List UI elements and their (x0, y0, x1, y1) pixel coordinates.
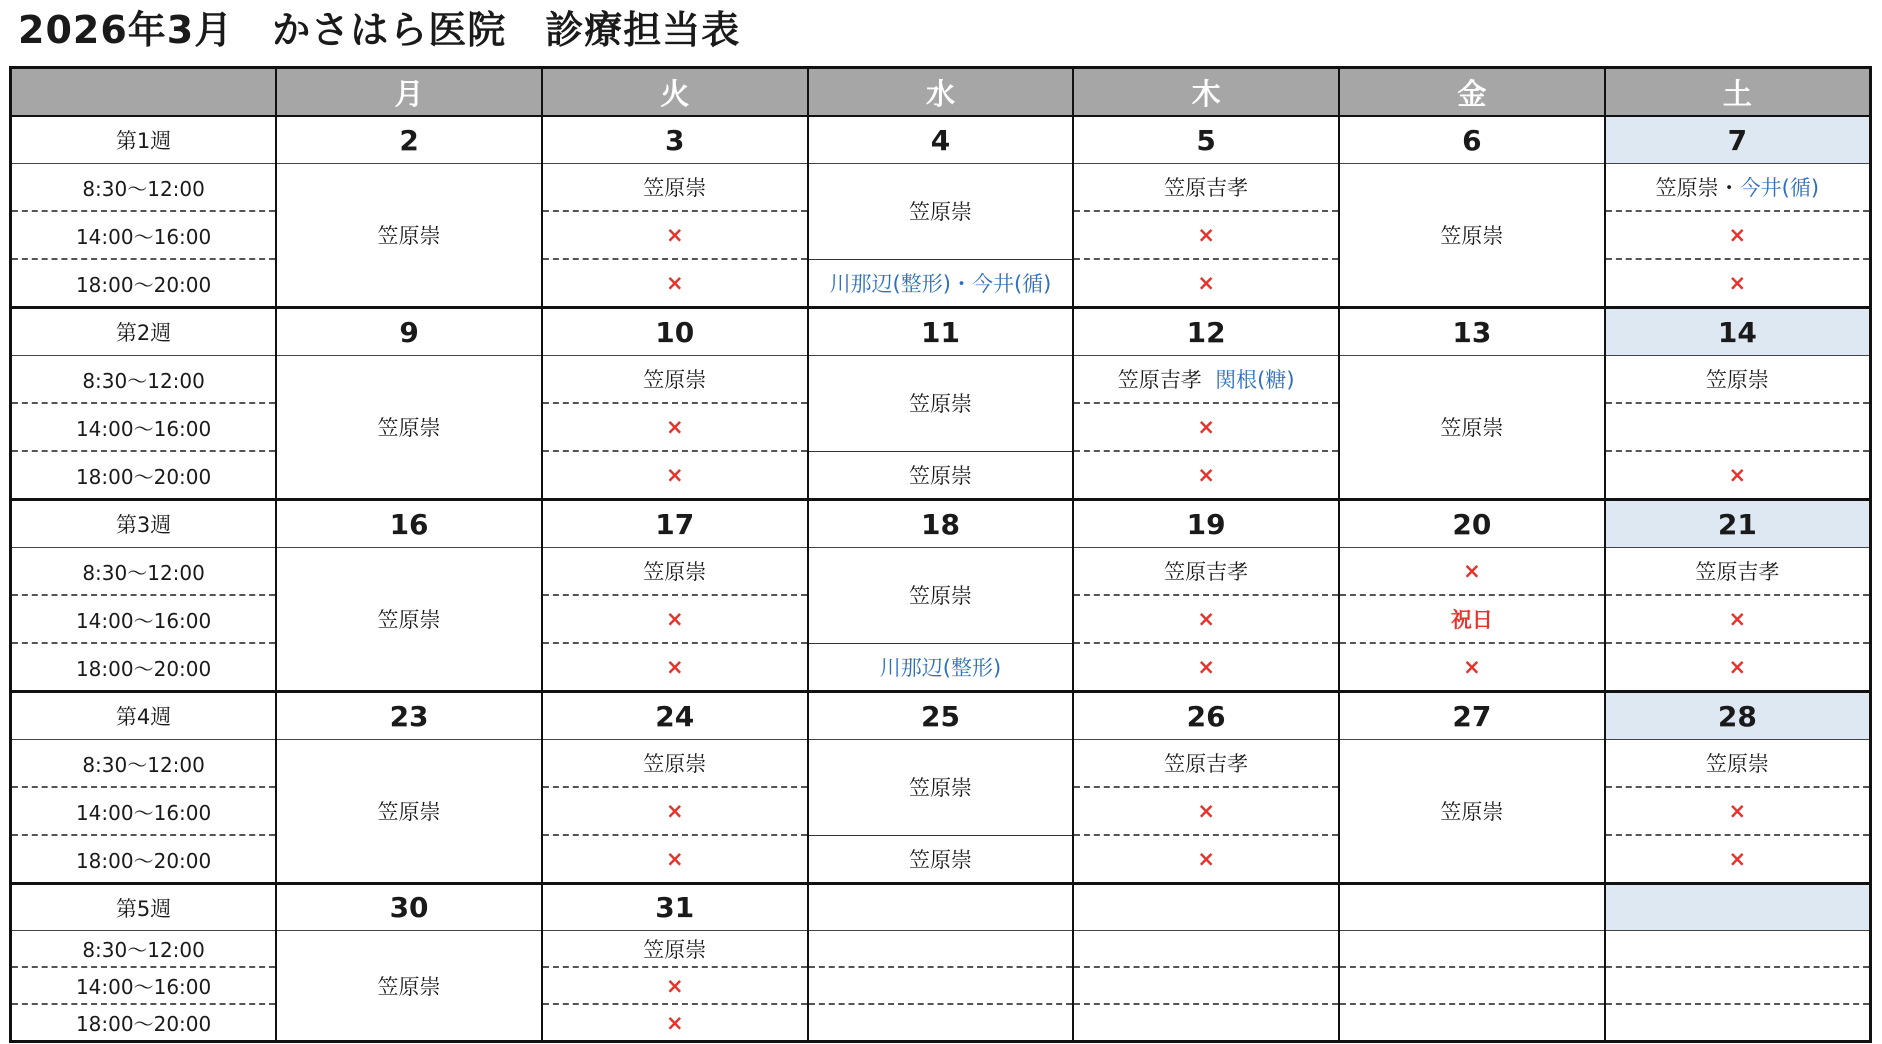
week1-morning-row (11, 164, 1871, 212)
wed-day: 笠原崇 (808, 164, 1074, 260)
closed-mark: × (542, 211, 808, 259)
closed-mark: × (1073, 835, 1339, 884)
date-number: 23 (276, 692, 542, 740)
page-title: 2026年3月 かさはら医院 診療担当表 (18, 8, 741, 52)
time-slot-afternoon: 14:00〜16:00 (11, 967, 277, 1004)
tue-morning: 笠原崇 (542, 740, 808, 788)
closed-mark: × (1339, 548, 1605, 596)
closed-mark: × (1073, 595, 1339, 643)
wed-evening-doctor: 笠原崇 (808, 835, 1074, 884)
sat-morning (1605, 164, 1871, 212)
time-slot-evening: 18:00〜20:00 (11, 451, 277, 500)
date-number: 31 (542, 884, 808, 931)
mon-doctor: 笠原崇 (276, 356, 542, 500)
date-number: 18 (808, 500, 1074, 548)
week5-date-row (11, 884, 1871, 931)
weekday-thu: 木 (1073, 68, 1339, 117)
wed-evening-doctor: 笠原崇 (808, 451, 1074, 500)
holiday-label: 祝日 (1339, 595, 1605, 643)
closed-mark: × (1073, 403, 1339, 451)
thu-morning-doctor: 笠原吉孝 (1117, 368, 1202, 392)
empty-cell (1073, 931, 1339, 968)
week4-date-row (11, 692, 1871, 740)
closed-mark: × (542, 403, 808, 451)
tue-morning: 笠原崇 (542, 356, 808, 404)
thu-morning (1073, 356, 1339, 404)
header-corner (11, 68, 277, 117)
time-slot-morning: 8:30〜12:00 (11, 548, 277, 596)
empty-cell (808, 967, 1074, 1004)
closed-mark: × (542, 967, 808, 1004)
empty-cell (1339, 967, 1605, 1004)
empty-cell (1605, 931, 1871, 968)
sat-morning: 笠原崇 (1605, 740, 1871, 788)
date-number: 9 (276, 308, 542, 356)
week-label: 第4週 (11, 692, 277, 740)
time-slot-morning: 8:30〜12:00 (11, 164, 277, 212)
closed-mark: × (1073, 211, 1339, 259)
mon-doctor: 笠原崇 (276, 931, 542, 1042)
weekday-header-row (11, 68, 1871, 117)
week2-date-row (11, 308, 1871, 356)
date-number: 24 (542, 692, 808, 740)
date-number: 10 (542, 308, 808, 356)
date-number: 13 (1339, 308, 1605, 356)
empty-cell (1073, 1004, 1339, 1042)
time-slot-afternoon: 14:00〜16:00 (11, 595, 277, 643)
date-number: 16 (276, 500, 542, 548)
week1-date-row (11, 116, 1871, 164)
fri-doctor: 笠原崇 (1339, 740, 1605, 884)
closed-mark: × (1073, 451, 1339, 500)
closed-mark: × (542, 643, 808, 692)
empty-date-cell (808, 884, 1074, 931)
date-number: 5 (1073, 116, 1339, 164)
sat-morning-specialist: 今井(循) (1739, 176, 1820, 200)
time-slot-morning: 8:30〜12:00 (11, 931, 277, 968)
time-slot-evening: 18:00〜20:00 (11, 1004, 277, 1042)
empty-cell (1605, 1004, 1871, 1042)
closed-mark: × (542, 259, 808, 308)
sat-morning: 笠原崇 (1605, 356, 1871, 404)
closed-mark: × (1605, 595, 1871, 643)
closed-mark: × (1073, 259, 1339, 308)
closed-mark: × (1605, 211, 1871, 259)
closed-mark: × (1605, 451, 1871, 500)
fri-doctor: 笠原崇 (1339, 164, 1605, 308)
date-number: 17 (542, 500, 808, 548)
tue-morning: 笠原崇 (542, 931, 808, 968)
weekday-wed: 水 (808, 68, 1074, 117)
empty-date-cell (1073, 884, 1339, 931)
wed-day: 笠原崇 (808, 740, 1074, 836)
closed-mark: × (542, 787, 808, 835)
closed-mark: × (1605, 259, 1871, 308)
mon-doctor: 笠原崇 (276, 740, 542, 884)
time-slot-evening: 18:00〜20:00 (11, 259, 277, 308)
time-slot-afternoon: 14:00〜16:00 (11, 403, 277, 451)
mon-doctor: 笠原崇 (276, 164, 542, 308)
week-label: 第5週 (11, 884, 277, 931)
week3-date-row (11, 500, 1871, 548)
empty-cell (1605, 967, 1871, 1004)
thu-morning: 笠原吉孝 (1073, 740, 1339, 788)
closed-mark: × (1605, 835, 1871, 884)
date-number-saturday: 21 (1605, 500, 1871, 548)
empty-date-cell (1339, 884, 1605, 931)
empty-date-cell-saturday (1605, 884, 1871, 931)
closed-mark: × (1073, 643, 1339, 692)
date-number: 3 (542, 116, 808, 164)
closed-mark: × (1339, 643, 1605, 692)
week2-morning-row (11, 356, 1871, 404)
date-number: 4 (808, 116, 1074, 164)
weekday-tue: 火 (542, 68, 808, 117)
time-slot-afternoon: 14:00〜16:00 (11, 211, 277, 259)
empty-cell (808, 1004, 1074, 1042)
time-slot-evening: 18:00〜20:00 (11, 835, 277, 884)
closed-mark: × (542, 451, 808, 500)
date-number: 27 (1339, 692, 1605, 740)
date-number: 26 (1073, 692, 1339, 740)
week-label: 第3週 (11, 500, 277, 548)
wed-evening-specialists: 川那辺(整形)・今井(循) (808, 259, 1074, 308)
empty-cell (808, 931, 1074, 968)
tue-morning: 笠原崇 (542, 548, 808, 596)
time-slot-morning: 8:30〜12:00 (11, 356, 277, 404)
date-number-saturday: 28 (1605, 692, 1871, 740)
week5-morning-row (11, 931, 1871, 968)
week-label: 第2週 (11, 308, 277, 356)
empty-cell (1339, 931, 1605, 968)
date-number: 30 (276, 884, 542, 931)
weekday-sat: 土 (1605, 68, 1871, 117)
wed-evening-specialist: 川那辺(整形) (808, 643, 1074, 692)
closed-mark: × (542, 595, 808, 643)
wed-day: 笠原崇 (808, 548, 1074, 644)
time-slot-evening: 18:00〜20:00 (11, 643, 277, 692)
thu-morning-specialist: 関根(糖) (1215, 368, 1295, 392)
tue-morning: 笠原崇 (542, 164, 808, 212)
closed-mark: × (542, 1004, 808, 1042)
empty-cell (1339, 1004, 1605, 1042)
thu-morning: 笠原吉孝 (1073, 548, 1339, 596)
wed-day: 笠原崇 (808, 356, 1074, 452)
date-number-saturday: 7 (1605, 116, 1871, 164)
sat-morning-doctor: 笠原崇・ (1655, 176, 1740, 200)
date-number-saturday: 14 (1605, 308, 1871, 356)
week-label: 第1週 (11, 116, 277, 164)
time-slot-afternoon: 14:00〜16:00 (11, 787, 277, 835)
closed-mark: × (1605, 643, 1871, 692)
closed-mark: × (1605, 787, 1871, 835)
weekday-mon: 月 (276, 68, 542, 117)
date-number: 20 (1339, 500, 1605, 548)
thu-morning: 笠原吉孝 (1073, 164, 1339, 212)
sat-morning: 笠原吉孝 (1605, 548, 1871, 596)
weekday-fri: 金 (1339, 68, 1605, 117)
week4-morning-row (11, 740, 1871, 788)
date-number: 19 (1073, 500, 1339, 548)
mon-doctor: 笠原崇 (276, 548, 542, 692)
date-number: 6 (1339, 116, 1605, 164)
date-number: 12 (1073, 308, 1339, 356)
fri-doctor: 笠原崇 (1339, 356, 1605, 500)
closed-mark: × (542, 835, 808, 884)
date-number: 11 (808, 308, 1074, 356)
schedule-table (9, 66, 1872, 1043)
date-number: 25 (808, 692, 1074, 740)
date-number: 2 (276, 116, 542, 164)
closed-mark: × (1073, 787, 1339, 835)
week3-morning-row (11, 548, 1871, 596)
sat-afternoon-empty (1605, 403, 1871, 451)
time-slot-morning: 8:30〜12:00 (11, 740, 277, 788)
empty-cell (1073, 967, 1339, 1004)
